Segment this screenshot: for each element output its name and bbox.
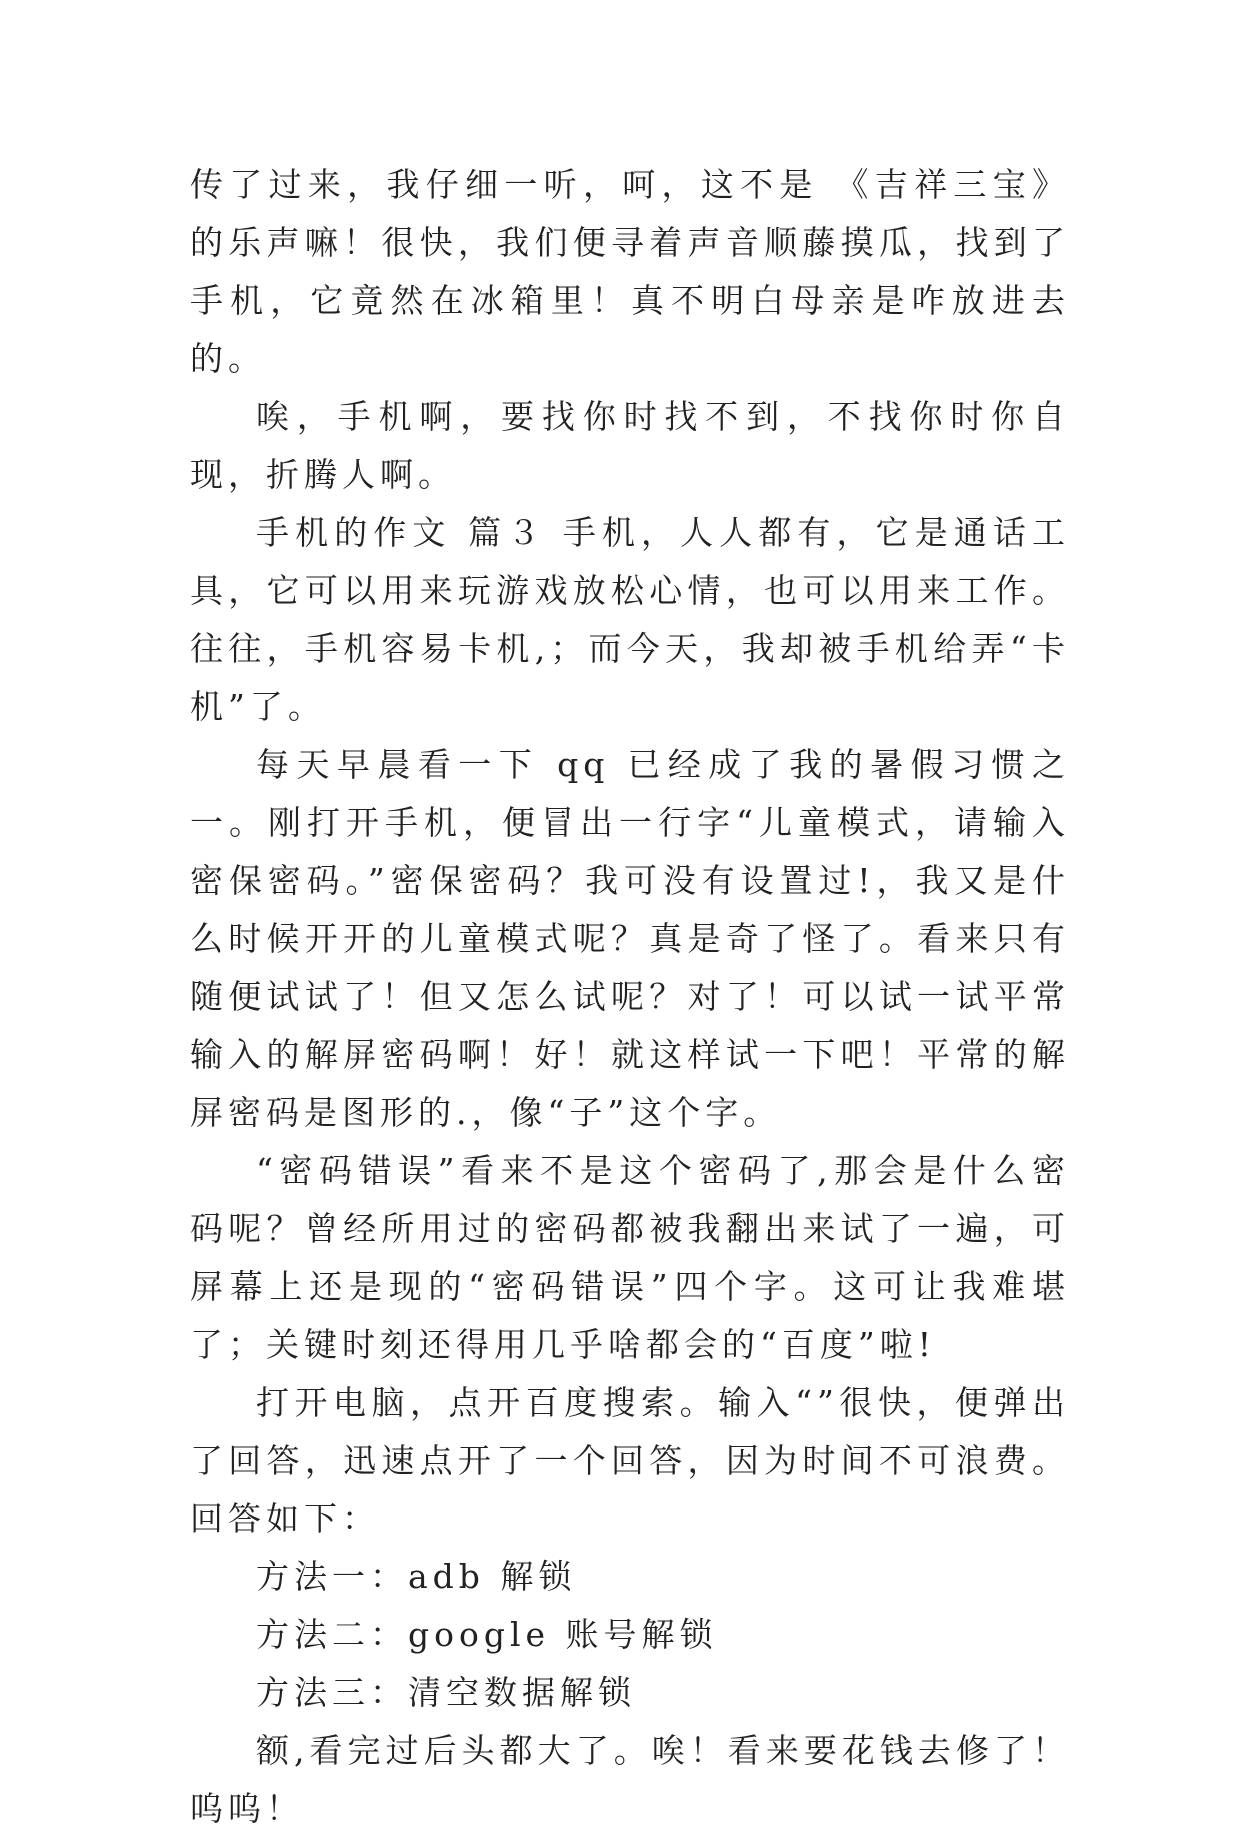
document-body: [190, 156, 1070, 1838]
paragraph-10: 额,看完过后头都大了。唉！看来要花钱去修了！呜呜！: [190, 1731, 1070, 1828]
paragraph-7: 方法一：adb 解锁: [256, 1557, 577, 1596]
paragraph-1: 传了过来，我仔细一听，呵，这不是 《吉祥三宝》的乐声嘛！很快，我们便寻着声音顺藤摸瓜，找到了手机，它竟然在冰箱里！真不明白母亲是咋放进去的。: [190, 165, 1070, 378]
paragraph-8: 方法二：google 账号解锁: [256, 1615, 718, 1654]
paragraph-5: “密码错误”看来不是这个密码了,那会是什么密码呢？曾经所用过的密码都被我翻出来试了一遍，可屏幕上还是现的“密码错误”四个字。这可让我难堪了；关键时刻还得用几乎啥都会的“百度”啦!: [190, 1151, 1070, 1364]
paragraph-6: 打开电脑，点开百度搜索。输入“”很快，便弹出了回答，迅速点开了一个回答，因为时间不可浪费。回答如下：: [190, 1383, 1070, 1538]
paragraph-3: 手机的作文 篇３ 手机，人人都有，它是通话工具，它可以用来玩游戏放松心情，也可以用来工作。往往，手机容易卡机,；而今天，我却被手机给弄“卡机”了。: [190, 513, 1070, 726]
paragraph-2: 唉，手机啊，要找你时找不到，不找你时你自现，折腾人啊。: [190, 397, 1070, 494]
paragraph-9: 方法三：清空数据解锁: [256, 1673, 636, 1712]
paragraph-4: 每天早晨看一下 qq 已经成了我的暑假习惯之一。刚打开手机，便冒出一行字“儿童模式，请输入密保密码。”密保密码？我可没有设置过!，我又是什么时候开开的儿童模式呢？真是奇了怪了。看来只有随便试试了！但又怎么试呢？对了！可以试一试平常输入的解屏密码啊！好！就这样试一下吧！平常的解屏密码是图形的.，像“子”这个字。: [190, 745, 1070, 1132]
